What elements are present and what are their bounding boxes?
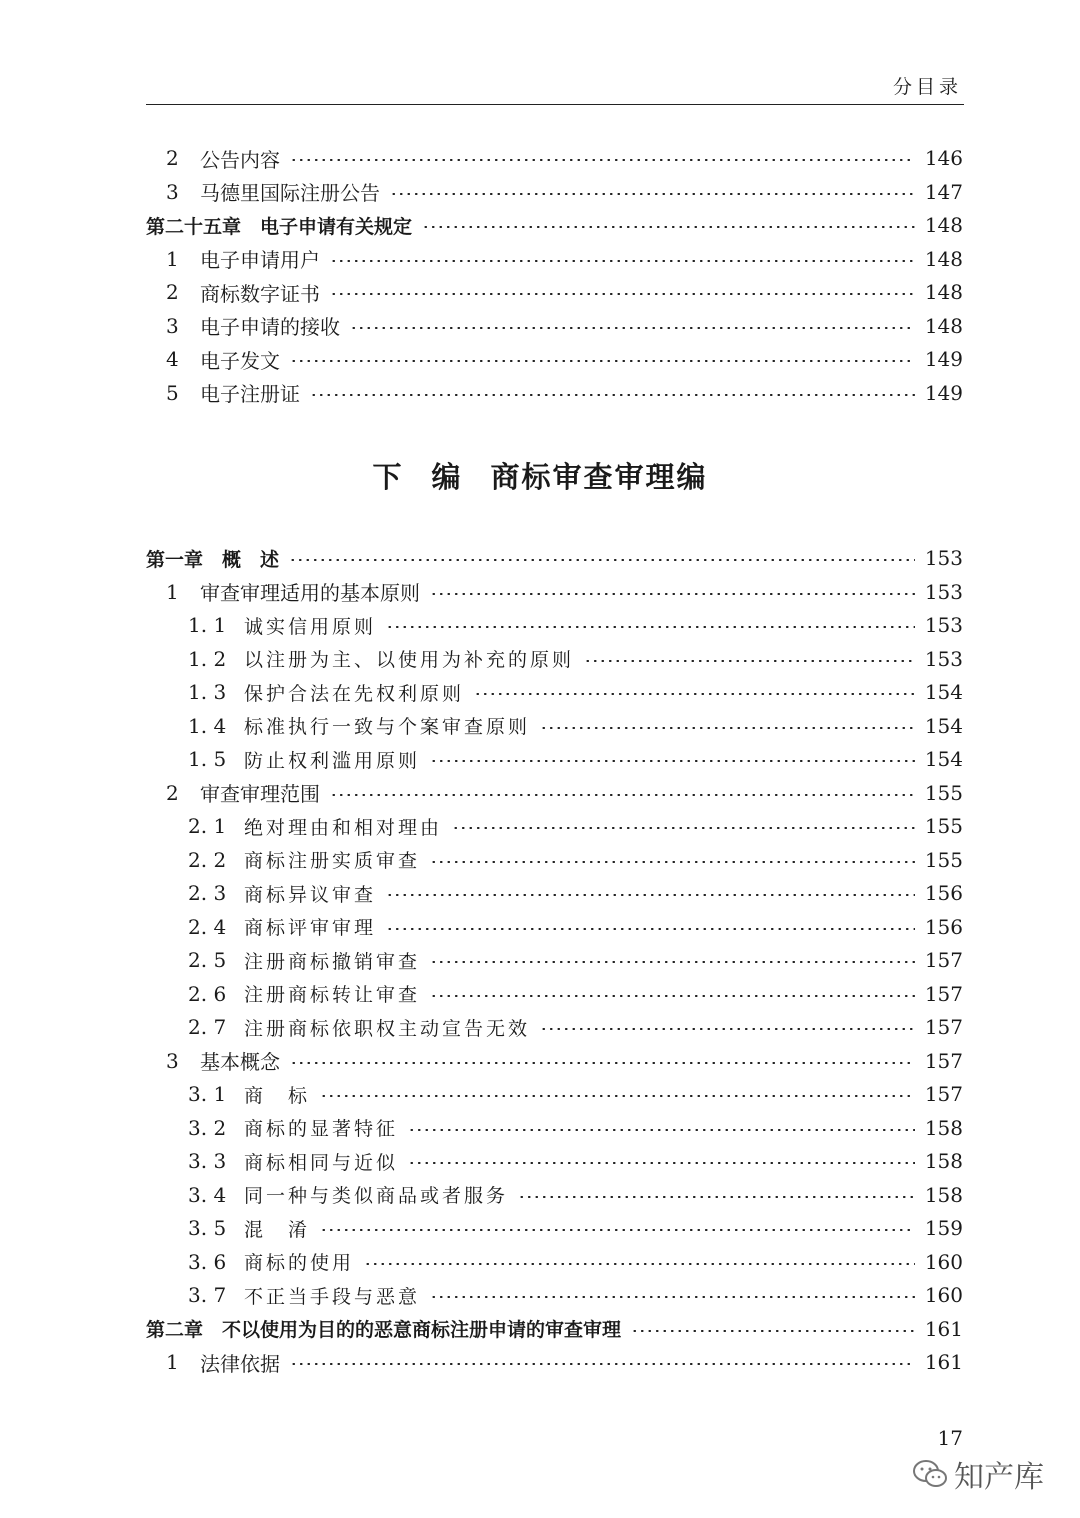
toc-entry-label: 审查审理适用的基本原则 [200,581,420,605]
toc-entry [0,642,1080,676]
toc-entry [0,1312,1080,1346]
toc-entry-label: 商标数字证书 [200,281,320,306]
toc-leader-dots [289,559,915,561]
toc-leader-dots [350,327,915,329]
toc-entry-label: 商标的使用 [244,1252,355,1274]
toc-entry-page: 146 [924,146,963,170]
toc-leader-dots [408,1129,915,1131]
part-title-word-2: 编 [431,460,463,494]
running-head: 分目录 [892,76,962,98]
toc-entry [0,1211,1080,1245]
toc-entry-label: 注册商标依职权主动宣告无效 [244,1017,531,1040]
toc-entry [0,208,1080,242]
toc-entry-page: 157 [924,948,963,972]
toc-entry [0,742,1080,776]
toc-entry-label: 不正当手段与恶意 [244,1285,421,1308]
toc-entry-page: 154 [924,713,963,738]
toc-entry-page: 155 [924,780,963,805]
toc-leader-dots [408,1162,915,1164]
toc-entry-page: 154 [924,747,963,771]
toc-entry-label: 基本概念 [200,1050,280,1074]
toc-entry-label: 电子申请用户 [200,248,320,272]
page-number: 17 [937,1426,963,1450]
toc-entry [0,1245,1080,1279]
toc-leader-dots [330,260,915,262]
toc-entry-number: 3. 6 [188,1249,227,1274]
toc-entry-number: 1. 2 [188,646,227,671]
toc-entry-number: 2. 5 [188,948,227,972]
toc-entry-page: 158 [924,1115,963,1140]
toc-leader-dots [310,394,915,396]
toc-entry-number: 1. 5 [188,747,227,771]
toc-entry-number: 2 [166,280,179,304]
part-title [0,455,1080,496]
toc-entry-number: 2 [166,780,179,805]
toc-entry-label: 注册商标转让审查 [244,984,421,1006]
toc-leader-dots [330,293,915,295]
toc-entry-number: 3. 7 [188,1283,227,1307]
toc-entry-label: 商 标 [244,1084,311,1107]
part-title-word-1: 下 [372,460,404,494]
toc-entry-number: 3 [166,313,179,338]
toc-entry-page: 157 [924,1048,963,1073]
toc-entry-number: 4 [166,347,179,371]
part-title-word-3: 商标审查审理编 [490,460,708,494]
toc-leader-dots [320,1095,915,1097]
toc-entry-page: 156 [924,914,963,939]
toc-entry [0,141,1080,175]
toc-entry-page: 157 [924,1015,963,1039]
toc-entry [0,608,1080,642]
toc-entry [0,843,1080,877]
toc-entry [0,809,1080,843]
toc-entry-label: 保护合法在先权利原则 [244,682,465,705]
toc-entry-page: 154 [924,680,963,704]
toc-entry-label: 商标注册实质审查 [244,850,421,872]
toc-entry-label: 第二十五章 电子申请有关规定 [146,215,413,238]
toc-entry-page: 153 [924,546,963,570]
toc-entry-label: 电子申请的接收 [200,315,340,339]
toc-entry-label: 标准执行一致与个案审查原则 [244,716,531,738]
toc-leader-dots [540,727,915,729]
toc-entry-label: 以注册为主、以使用为补充的原则 [244,649,575,671]
toc-leader-dots [330,794,915,796]
toc-entry-number: 2. 1 [188,814,227,838]
toc-entry-label: 公告内容 [200,147,280,172]
toc-entry-label: 第二章 不以使用为目的的恶意商标注册申请的审查审理 [146,1319,622,1341]
toc-entry-number: 2. 4 [188,914,227,939]
toc-entry-number: 3. 2 [188,1115,227,1140]
toc-entry-page: 148 [924,280,963,304]
toc-entry-label: 商标相同与近似 [244,1151,399,1174]
toc-entry-label: 商标异议审查 [244,883,377,906]
toc-entry-number: 3. 3 [188,1149,227,1173]
toc-entry [0,342,1080,376]
watermark-text: 知产库 [954,1460,1044,1495]
toc-entry-page: 148 [924,313,963,338]
toc-leader-dots [290,159,915,161]
toc-leader-dots [364,1263,915,1265]
toc-entry-page: 161 [924,1350,963,1374]
toc-entry [0,242,1080,276]
toc-entry [0,275,1080,309]
toc-leader-dots [422,226,915,228]
toc-entry [0,943,1080,977]
toc-entry [0,1278,1080,1312]
toc-entry-label: 第一章 概 述 [146,548,280,571]
toc-leader-dots [474,693,915,695]
toc-entry-page: 160 [924,1249,963,1274]
toc-leader-dots [518,1196,915,1198]
toc-entry-number: 2. 2 [188,847,227,872]
toc-leader-dots [631,1330,915,1332]
toc-entry-page: 155 [924,814,963,838]
toc-entry [0,876,1080,910]
toc-entry [0,376,1080,410]
toc-entry-label: 同一种与类似商品或者服务 [244,1185,509,1207]
toc-entry-page: 147 [924,179,963,204]
toc-entry-label: 法律依据 [200,1351,280,1376]
toc-entry-page: 153 [924,646,963,671]
toc-leader-dots [452,827,915,829]
toc-entry-label: 电子发文 [200,348,280,373]
toc-entry-number: 3. 4 [188,1182,227,1207]
toc-leader-dots [320,1229,915,1231]
toc-entry-page: 153 [924,613,963,637]
toc-entry-number: 5 [166,380,179,405]
toc-entry-label: 商标的显著特征 [244,1118,399,1140]
toc-leader-dots [430,1296,915,1298]
toc-entry-number: 3. 1 [188,1082,227,1106]
toc-entry-page: 158 [924,1149,963,1173]
toc-leader-dots [290,1062,915,1064]
toc-entry-label: 商标评审审理 [244,917,377,939]
toc-entry-number: 1 [166,1350,179,1374]
toc-entry [0,1111,1080,1145]
toc-entry [0,776,1080,810]
toc-leader-dots [290,360,915,362]
toc-leader-dots [390,193,915,195]
toc-leader-dots [430,760,915,762]
toc-entry-number: 1 [166,579,179,604]
toc-entry-page: 148 [924,246,963,271]
toc-entry-number: 1. 4 [188,713,227,738]
toc-entry-page: 157 [924,981,963,1006]
toc-entry-number: 3 [166,1048,179,1073]
toc-entry-label: 绝对理由和相对理由 [244,816,443,839]
toc-entry [0,1010,1080,1044]
toc-entry [0,309,1080,343]
toc-leader-dots [386,894,915,896]
toc-entry-page: 149 [924,347,963,371]
toc-entry-number: 3. 5 [188,1216,227,1240]
toc-entry-page: 161 [924,1316,963,1341]
toc-entry [0,575,1080,609]
toc-leader-dots [430,961,915,963]
toc-entry-label: 混 淆 [244,1218,311,1241]
toc-entry [0,1178,1080,1212]
toc-entry [0,175,1080,209]
header-rule [146,104,964,105]
toc-entry-number: 1. 1 [188,613,227,637]
toc-entry [0,541,1080,575]
toc-leader-dots [430,593,915,595]
toc-entry-label: 诚实信用原则 [244,615,377,638]
toc-leader-dots [584,660,915,662]
wechat-icon [912,1459,948,1489]
toc-entry [0,910,1080,944]
toc-leader-dots [430,861,915,863]
toc-entry-page: 160 [924,1283,963,1307]
toc-leader-dots [540,1028,915,1030]
toc-entry-number: 1. 3 [188,680,227,704]
toc-entry-page: 159 [924,1216,963,1240]
watermark [912,1452,1044,1496]
toc-entry-label: 电子注册证 [200,382,300,406]
toc-leader-dots [430,995,915,997]
toc-leader-dots [290,1363,915,1365]
toc-entry-page: 156 [924,881,963,905]
toc-entry-number: 2 [166,146,179,170]
toc-entry [0,977,1080,1011]
toc-entry [0,1044,1080,1078]
toc-entry-label: 审查审理范围 [200,782,320,806]
toc-entry-page: 149 [924,380,963,405]
toc-entry-page: 148 [924,213,963,237]
toc-leader-dots [386,928,915,930]
toc-entry [0,675,1080,709]
toc-entry-number: 1 [166,246,179,271]
toc-entry [0,1144,1080,1178]
toc-entry-number: 3 [166,179,179,204]
toc-entry [0,1345,1080,1379]
toc-entry-page: 157 [924,1082,963,1106]
toc-entry-label: 马德里国际注册公告 [200,181,380,205]
toc-entry-page: 153 [924,579,963,604]
toc-entry-label: 注册商标撤销审查 [244,950,421,973]
toc-entry-number: 2. 3 [188,881,227,905]
toc-entry-page: 155 [924,847,963,872]
toc-entry-number: 2. 6 [188,981,227,1006]
toc-entry-page: 158 [924,1182,963,1207]
toc-entry-number: 2. 7 [188,1015,227,1039]
toc-leader-dots [386,626,915,628]
toc-entry-label: 防止权利滥用原则 [244,749,421,772]
toc-entry [0,1077,1080,1111]
toc-entry [0,709,1080,743]
